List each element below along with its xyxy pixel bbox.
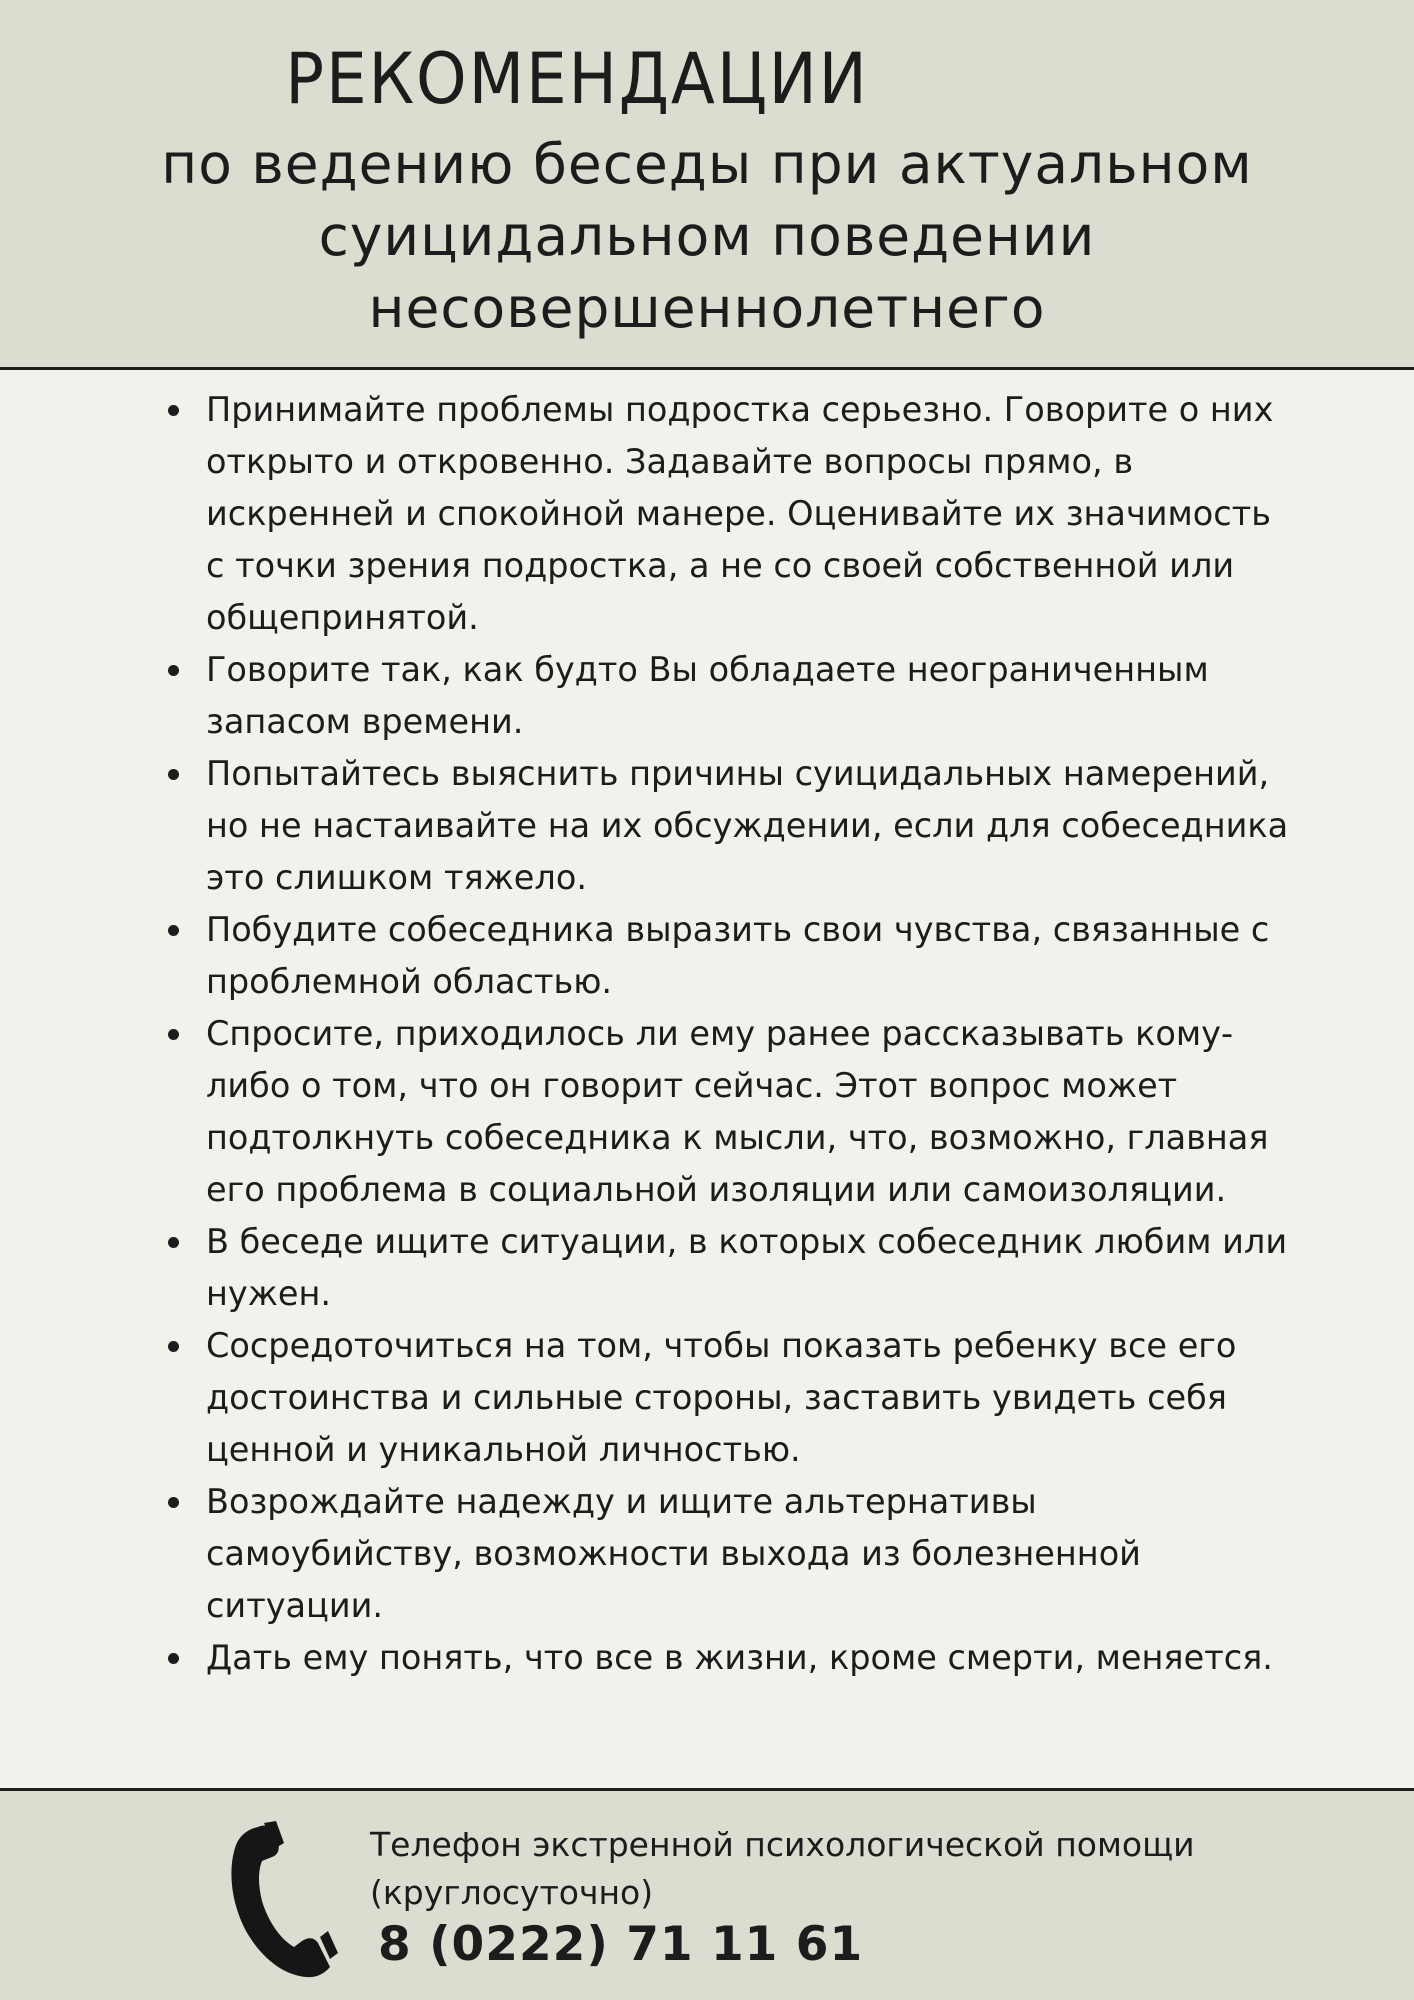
subtitle-line: суицидальном поведении: [318, 204, 1096, 268]
recommendation-text: Сосредоточиться на том, чтобы показать ребенку все его достоинства и сильные стороны, заставить увидеть себя ценной и уникальной личностью.: [206, 1326, 1237, 1469]
recommendation-text: Говорите так, как будто Вы обладаете неограниченным запасом времени.: [206, 650, 1209, 741]
recommendation-item: [206, 1008, 1296, 1216]
recommendation-text: Дать ему понять, что все в жизни, кроме смерти, меняется.: [206, 1638, 1273, 1677]
recommendation-item: [206, 384, 1296, 644]
recommendation-text: Принимайте проблемы подростка серьезно. Говорите о них открыто и откровенно. Задавайте вопросы прямо, в искренней и спокойной манере. Оценивайте их значимость с точки зрения подростка, а не со своей собственной или общепринятой.: [206, 390, 1274, 637]
recommendation-item: [206, 748, 1296, 904]
header-band: [0, 0, 1414, 370]
bullet-icon: [168, 665, 179, 676]
recommendation-item: [206, 1632, 1296, 1684]
subtitle-line: по ведению беседы при актуальном: [161, 132, 1253, 196]
recommendation-item: [206, 1216, 1296, 1320]
recommendation-text: В беседе ищите ситуации, в которых собеседник любим или нужен.: [206, 1222, 1288, 1313]
hotline-footer: [0, 1788, 1414, 2000]
recommendation-item: [206, 904, 1296, 1008]
bullet-icon: [168, 1029, 179, 1040]
hotline-label: Телефон экстренной психологической помощи (круглосуточно): [370, 1825, 1195, 1912]
phone-icon: [222, 1821, 342, 1981]
recommendation-text: Спросите, приходилось ли ему ранее рассказывать кому-либо о том, что он говорит сейчас. Этот вопрос может подтолкнуть собеседника к мысли, что, возможно, главная его проблема в социальной изоляции или самоизоляции.: [206, 1014, 1269, 1209]
recommendation-text: Побудите собеседника выразить свои чувства, связанные с проблемной областью.: [206, 910, 1270, 1001]
recommendations-section: [0, 372, 1414, 1788]
bullet-icon: [168, 1237, 179, 1248]
bullet-icon: [168, 1653, 179, 1664]
recommendations-list: [206, 384, 1296, 1684]
recommendation-text: Попытайтесь выяснить причины суицидальных намерений, но не настаивайте на их обсуждении, если для собеседника это слишком тяжело.: [206, 754, 1289, 897]
page-title: РЕКОМЕНДАЦИИ: [285, 38, 869, 120]
bullet-icon: [168, 1497, 179, 1508]
bullet-icon: [168, 1341, 179, 1352]
hotline-number[interactable]: 8 (0222) 71 11 61: [378, 1917, 864, 1972]
recommendation-text: Возрождайте надежду и ищите альтернативы самоубийству, возможности выхода из болезненной ситуации.: [206, 1482, 1141, 1625]
recommendation-item: [206, 644, 1296, 748]
bullet-icon: [168, 769, 179, 780]
subtitle-line: несовершеннолетнего: [368, 276, 1046, 340]
recommendation-item: [206, 1476, 1296, 1632]
recommendation-item: [206, 1320, 1296, 1476]
page-subtitle: [0, 128, 1414, 344]
bullet-icon: [168, 925, 179, 936]
bullet-icon: [168, 405, 179, 416]
